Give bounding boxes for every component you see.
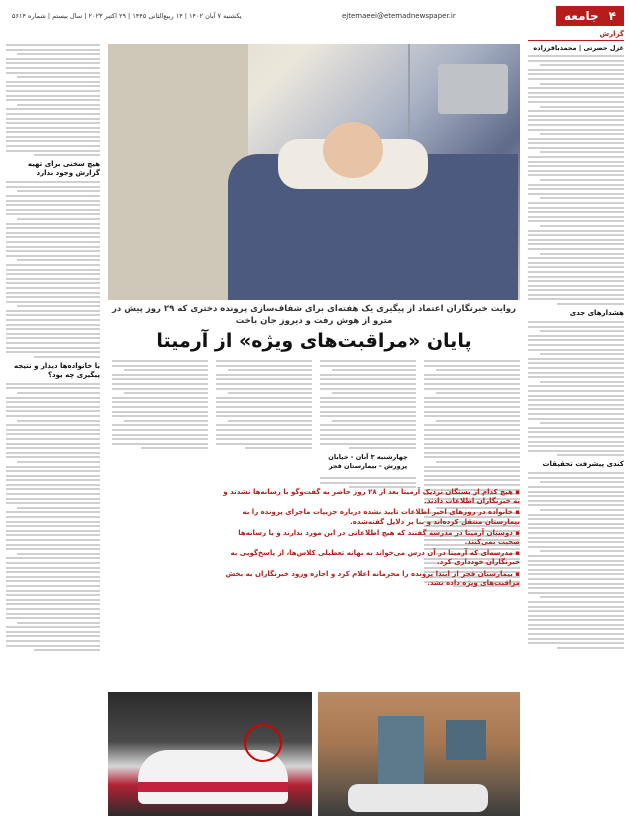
section-name: جامعه bbox=[564, 9, 599, 23]
story-column-4 bbox=[112, 360, 208, 610]
highlight-circle bbox=[244, 724, 282, 762]
page-number: ۴ bbox=[608, 9, 616, 23]
article-author: غزل حضرتی | محمدباقرزاده bbox=[533, 44, 624, 52]
left-column-body-1 bbox=[6, 44, 100, 156]
right-column-subheading-2: کندی پیشرفت تحقیقات bbox=[542, 460, 624, 469]
metro-train-photo bbox=[108, 692, 312, 816]
section-banner bbox=[556, 6, 624, 26]
highlight-item: ▪ خانواده در روزهای اخیر اطلاعات تایید نشده درباره جزییات ماجرای پرونده را به بیمارستان منتقل کرده‌اند و بنا بر دلایل گفته‌شده. bbox=[242, 508, 520, 526]
left-column-body-2 bbox=[6, 181, 100, 358]
issue-dateline: یکشنبه ۷ آبان ۱۴۰۲ | ۱۴ ربیع‌الثانی ۱۴۴۵ | ۲۹ اکتبر ۲۰۲۳ | سال بیستم | شماره ۵۶۱۴ bbox=[12, 12, 242, 20]
left-column-body-3 bbox=[6, 383, 100, 651]
right-column-body-2 bbox=[528, 321, 624, 456]
right-column-subheading: هشدارهای جدی bbox=[569, 309, 624, 318]
left-column-subheading-2: با خانواده‌ها دیدار و نتیجه پیگیری چه بود؟ bbox=[14, 361, 100, 379]
school-entrance-photo bbox=[318, 692, 520, 816]
hospital-bed-photo bbox=[108, 44, 520, 300]
report-tag: گزارش bbox=[528, 30, 624, 41]
highlight-item: ▪ هیچ کدام از بستگان نزدیک آرمیتا بعد از ۲۸ روز حاضر به گفت‌وگو با رسانه‌ها نشدند و به خبرنگاران اطلاعات دادند. bbox=[223, 488, 520, 506]
story-headline: پایان «مراقبت‌های ویژه» از آرمیتا bbox=[156, 330, 472, 352]
right-column-body-3 bbox=[528, 472, 624, 649]
right-column bbox=[528, 44, 624, 651]
highlight-item: ▪ مدرسه‌ای که آرمیتا در آن درس می‌خواند به بهانه تعطیلی کلاس‌ها، از پاسخ‌گویی به خبرنگاران خودداری کرد. bbox=[230, 549, 520, 567]
section-email[interactable]: ejtemaeei@etemadnewspaper.ir bbox=[341, 12, 456, 20]
highlights-box bbox=[214, 488, 520, 606]
page-header bbox=[6, 6, 624, 26]
story-dateline: چهارشنبه ۳ آبان - خیابان پرورش - بیمارستان فجر bbox=[328, 453, 408, 471]
left-column-subheading: هیچ سخنی برای تهیه گزارش وجود ندارد bbox=[27, 160, 100, 178]
right-column-body-1 bbox=[528, 55, 624, 305]
highlight-item: ▪ بیمارستان فجر از ابتدا پرونده را محرمانه اعلام کرد و اجازه ورود خبرنگاران به بخش مراقبت‌های ویژه داده نشد. bbox=[225, 569, 520, 587]
highlight-item: ▪ دوستان آرمیتا در مدرسه گفتند که هیچ اطلاعاتی در این مورد ندارند و با رسانه‌ها صحبت نمی‌کنند. bbox=[238, 528, 520, 547]
left-column bbox=[6, 44, 100, 654]
story-subtitle: روایت خبرنگاران اعتماد از پیگیری یک هفته‌ای برای شفاف‌سازی پرونده دختری که ۲۹ روز پیش در مترو از هوش رفت و دیروز جان باخت bbox=[112, 304, 516, 326]
